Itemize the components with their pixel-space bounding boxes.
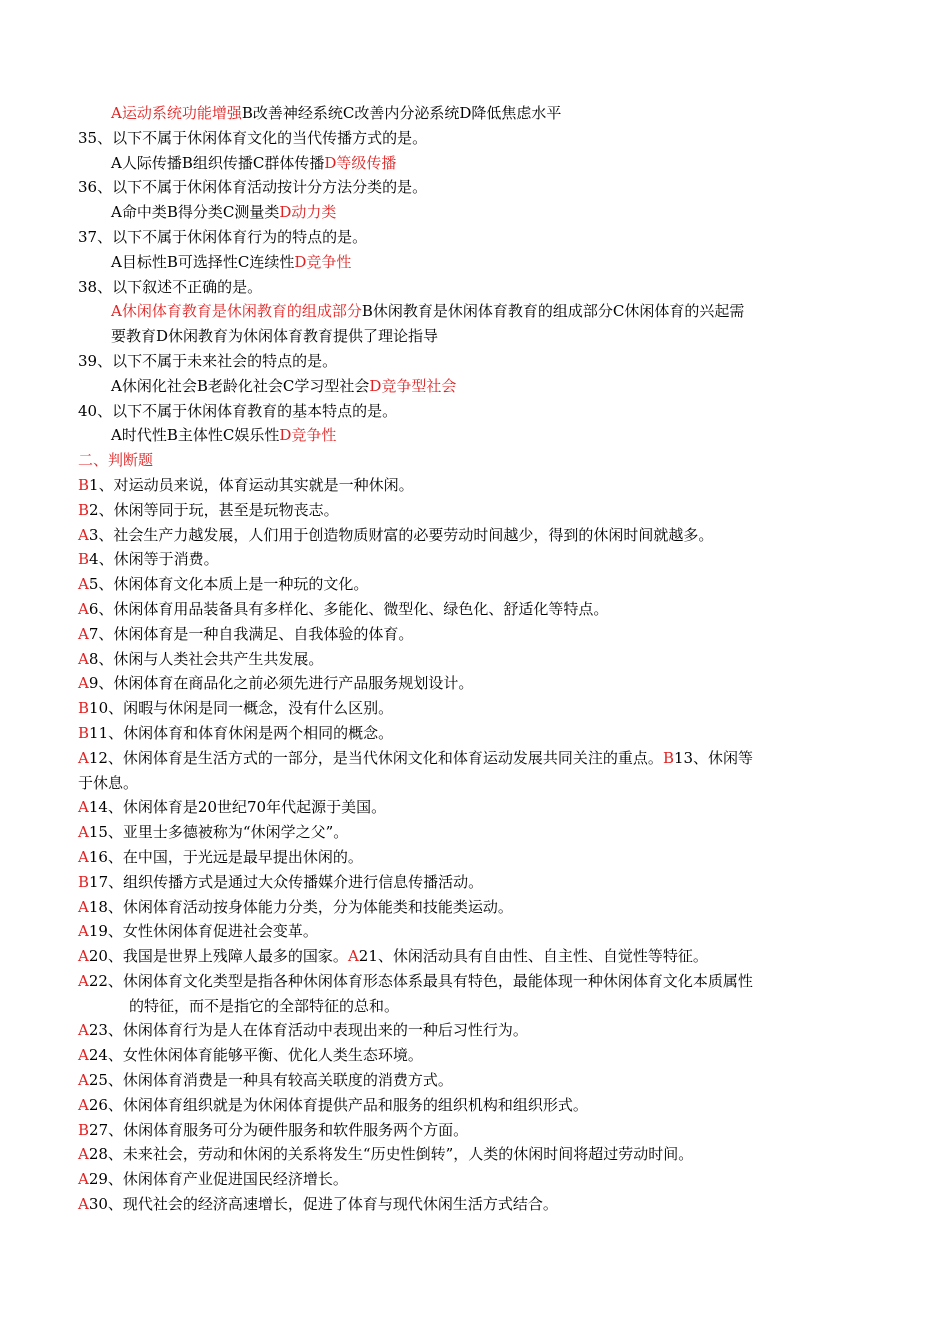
tf-answer: A (78, 1145, 89, 1164)
q36-question (78, 175, 843, 200)
q38-options-line1 (78, 299, 843, 324)
tf-item-19 (78, 919, 843, 944)
q40-options (78, 423, 843, 448)
q36-text: 以下不属于休闲体育活动按计分方法分类的是。 (112, 178, 428, 197)
tf-answer: A (78, 649, 89, 668)
tf-answer: A (78, 1046, 89, 1065)
tf-answer: B (78, 872, 90, 891)
tf-answer: B (78, 723, 90, 742)
q35-options (78, 151, 843, 176)
tf-text: 11、休闲体育和体育休闲是两个相同的概念。 (89, 723, 394, 742)
tf-item-2 (78, 498, 843, 523)
section-title: 二、判断题 (78, 451, 154, 470)
q37-other-options: A目标性B可选择性C连续性 (111, 252, 295, 271)
tf-item-13-cont (78, 771, 843, 796)
q37-number: 37、 (78, 227, 113, 246)
q40-number: 40、 (78, 401, 113, 420)
tf-item-25 (78, 1068, 843, 1093)
q40-text: 以下不属于休闲体育教育的基本特点的是。 (112, 401, 398, 420)
q38-options-line2 (78, 324, 843, 349)
tf-text: 10、闲暇与休闲是同一概念，没有什么区别。 (89, 699, 394, 718)
tf-text-cont: 的特征，而不是指它的全部特征的总和。 (129, 996, 400, 1015)
q39-question (78, 349, 843, 374)
tf-item-26 (78, 1093, 843, 1118)
tf-answer: B (78, 699, 90, 718)
tf-text-13: 13、休闲等 (673, 748, 754, 767)
tf-text: 30、现代社会的经济高速增长，促进了体育与现代休闲生活方式结合。 (88, 1195, 558, 1214)
tf-item-17 (78, 870, 843, 895)
tf-text: 17、组织传播方式是通过大众传播媒介进行信息传播活动。 (89, 872, 484, 891)
tf-answer: B (78, 500, 90, 519)
q37-options (78, 250, 843, 275)
tf-item-6 (78, 597, 843, 622)
tf-text: 18、休闲体育活动按身体能力分类，分为体能类和技能类运动。 (88, 897, 513, 916)
tf-item-15 (78, 820, 843, 845)
tf-answer-21: A (347, 947, 359, 966)
tf-item-12 (78, 746, 843, 771)
tf-answer: A (78, 674, 89, 693)
tf-text-13-cont: 于休息。 (78, 773, 139, 792)
tf-text-21: 21、休闲活动具有自由性、自主性、自觉性等特征。 (358, 947, 708, 966)
tf-answer: A (78, 1170, 89, 1189)
tf-answer: A (78, 798, 89, 817)
q38-text: 以下叙述不正确的是。 (112, 277, 263, 296)
tf-answer: A (78, 897, 89, 916)
tf-text: 7、休闲体育是一种自我满足、自我体验的体育。 (88, 624, 414, 643)
tf-item-7 (78, 622, 843, 647)
tf-item-1 (78, 473, 843, 498)
tf-answer: A (78, 1095, 89, 1114)
tf-item-20 (78, 944, 843, 969)
tf-text: 1、对运动员来说，体育运动其实就是一种休闲。 (89, 475, 414, 494)
q36-other-options: A命中类B得分类C测量类 (111, 203, 280, 222)
tf-text: 12、休闲体育是生活方式的一部分，是当代休闲文化和体育运动发展共同关注的重点。 (88, 748, 663, 767)
q35-text: 以下不属于休闲体育文化的当代传播方式的是。 (112, 128, 428, 147)
q39-answer: D竞争型社会 (369, 376, 457, 395)
q37-text: 以下不属于休闲体育行为的特点的是。 (112, 227, 368, 246)
tf-answer: A (78, 971, 89, 990)
tf-text: 16、在中国，于光远是最早提出休闲的。 (88, 847, 363, 866)
tf-item-11 (78, 721, 843, 746)
q39-other-options: A休闲化社会B老龄化社会C学习型社会 (111, 376, 370, 395)
tf-item-23 (78, 1018, 843, 1043)
tf-text: 23、休闲体育行为是人在体育活动中表现出来的一种后习性行为。 (88, 1021, 528, 1040)
tf-answer: A (78, 847, 89, 866)
tf-text: 2、休闲等同于玩，甚至是玩物丧志。 (89, 500, 339, 519)
q37-question (78, 225, 843, 250)
tf-item-22 (78, 969, 843, 994)
tf-answer: B (78, 475, 90, 494)
tf-answer: A (78, 823, 89, 842)
tf-answer: A (78, 1195, 89, 1214)
tf-text: 22、休闲体育文化类型是指各种休闲体育形态体系最具有特色，最能体现一种休闲体育文化本质属性 (88, 971, 753, 990)
q40-question (78, 399, 843, 424)
q38-answer: A休闲体育教育是休闲教育的组成部分 (111, 302, 362, 321)
q35-answer: D等级传播 (324, 153, 397, 172)
q34-other-options: B改善神经系统C改善内分泌系统D降低焦虑水平 (241, 104, 562, 122)
q34-options (78, 101, 843, 126)
tf-answer-13: B (662, 748, 674, 767)
q38-other-options: B休闲教育是休闲体育教育的组成部分C休闲体育的兴起需 (361, 302, 745, 321)
tf-text: 3、社会生产力越发展，人们用于创造物质财富的必要劳动时间越少，得到的休闲时间就越多。 (88, 525, 714, 544)
tf-answer: A (78, 599, 89, 618)
q39-number: 39、 (78, 351, 113, 370)
tf-text: 8、休闲与人类社会共产生共发展。 (88, 649, 324, 668)
tf-item-3 (78, 523, 843, 548)
q38-other-options-cont: 要教育D休闲教育为休闲体育教育提供了理论指导 (111, 327, 439, 346)
tf-text: 27、休闲体育服务可分为硬件服务和软件服务两个方面。 (89, 1120, 469, 1139)
tf-answer: B (78, 1120, 90, 1139)
tf-text: 28、未来社会，劳动和休闲的关系将发生“历史性倒转”，人类的休闲时间将超过劳动时间。 (88, 1145, 694, 1164)
q39-options (78, 374, 843, 399)
q36-answer: D动力类 (279, 203, 337, 222)
tf-item-14 (78, 795, 843, 820)
q35-number: 35、 (78, 128, 113, 147)
document-content (78, 101, 843, 1217)
tf-text: 20、我国是世界上残障人最多的国家。 (88, 947, 348, 966)
tf-item-4 (78, 547, 843, 572)
tf-item-27 (78, 1118, 843, 1143)
q38-question (78, 275, 843, 300)
tf-text: 6、休闲体育用品装备具有多样化、多能化、微型化、绿色化、舒适化等特点。 (88, 599, 609, 618)
tf-answer: A (78, 525, 89, 544)
tf-text: 4、休闲等于消费。 (89, 550, 219, 569)
tf-item-30 (78, 1192, 843, 1217)
tf-item-28 (78, 1142, 843, 1167)
tf-answer: A (78, 1021, 89, 1040)
q35-other-options: A人际传播B组织传播C群体传播 (111, 153, 325, 172)
tf-text: 26、休闲体育组织就是为休闲体育提供产品和服务的组织机构和组织形式。 (88, 1095, 588, 1114)
q40-answer: D竞争性 (279, 426, 337, 445)
tf-text: 14、休闲体育是20世纪70年代起源于美国。 (88, 798, 387, 817)
tf-text: 24、女性休闲体育能够平衡、优化人类生态环境。 (88, 1046, 423, 1065)
tf-text: 29、休闲体育产业促进国民经济增长。 (88, 1170, 348, 1189)
tf-answer: A (78, 1071, 89, 1090)
q39-text: 以下不属于未来社会的特点的是。 (112, 351, 338, 370)
tf-answer: A (78, 947, 89, 966)
tf-item-9 (78, 671, 843, 696)
tf-text: 9、休闲体育在商品化之前必须先进行产品服务规划设计。 (88, 674, 474, 693)
tf-answer: A (78, 748, 89, 767)
tf-item-5 (78, 572, 843, 597)
tf-answer: A (78, 575, 89, 594)
tf-item-18 (78, 895, 843, 920)
tf-text: 25、休闲体育消费是一种具有较高关联度的消费方式。 (88, 1071, 453, 1090)
tf-item-29 (78, 1167, 843, 1192)
tf-text: 15、亚里士多德被称为“休闲学之父”。 (88, 823, 349, 842)
q36-number: 36、 (78, 178, 113, 197)
tf-item-16 (78, 845, 843, 870)
q37-answer: D竞争性 (294, 252, 352, 271)
tf-item-24 (78, 1043, 843, 1068)
tf-answer: A (78, 922, 89, 941)
q40-other-options: A时代性B主体性C娱乐性 (111, 426, 280, 445)
tf-item-10 (78, 696, 843, 721)
tf-answer: B (78, 550, 90, 569)
q36-options (78, 200, 843, 225)
tf-text: 5、休闲体育文化本质上是一种玩的文化。 (88, 575, 369, 594)
q34-answer: A运动系统功能增强 (111, 104, 242, 122)
tf-item-22-cont (78, 994, 843, 1019)
q35-question (78, 126, 843, 151)
tf-text: 19、女性休闲体育促进社会变革。 (88, 922, 318, 941)
tf-item-8 (78, 647, 843, 672)
q38-number: 38、 (78, 277, 113, 296)
tf-answer: A (78, 624, 89, 643)
